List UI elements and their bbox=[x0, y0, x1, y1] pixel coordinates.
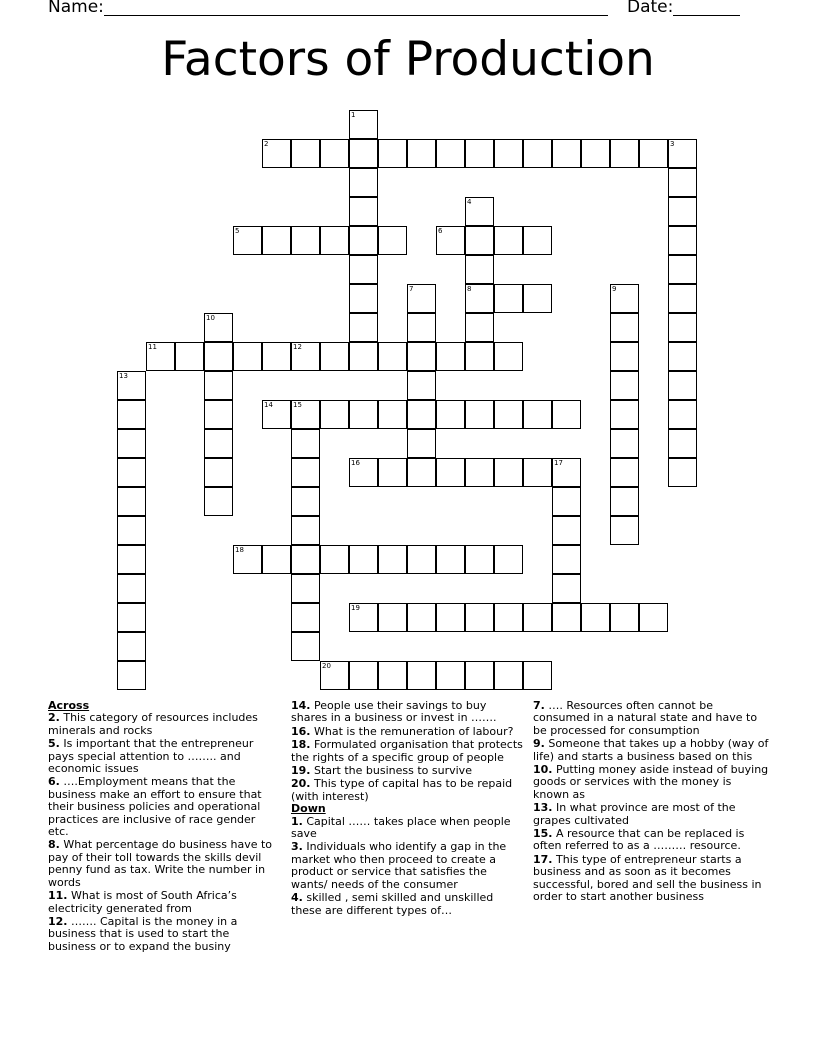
grid-cell[interactable] bbox=[552, 516, 581, 545]
clue-number: 19 bbox=[351, 604, 360, 612]
grid-cell[interactable] bbox=[204, 429, 233, 458]
grid-cell[interactable] bbox=[378, 661, 407, 690]
clue-across-18: 18. Formulated organisation that protects the rights of a specific group of people bbox=[291, 738, 523, 764]
grid-cell[interactable] bbox=[610, 313, 639, 342]
grid-cell[interactable] bbox=[117, 545, 146, 574]
grid-cell[interactable] bbox=[117, 458, 146, 487]
clue-down-3: 3. Individuals who identify a gap in the market who then proceed to create a product or service that satisfies the wants/ needs of the consumer bbox=[291, 840, 507, 891]
clue-across-16: 16. What is the remuneration of labour? bbox=[291, 724, 514, 738]
grid-cell[interactable] bbox=[378, 400, 407, 429]
grid-cell[interactable] bbox=[436, 661, 465, 690]
grid-cell[interactable] bbox=[117, 603, 146, 632]
grid-cell[interactable] bbox=[378, 342, 407, 371]
grid-cell[interactable] bbox=[494, 545, 523, 574]
clue-number: 16 bbox=[351, 459, 360, 467]
grid-cell[interactable] bbox=[610, 342, 639, 371]
grid-cell[interactable] bbox=[320, 226, 349, 255]
grid-cell[interactable] bbox=[465, 342, 494, 371]
grid-cell[interactable] bbox=[436, 458, 465, 487]
grid-cell[interactable] bbox=[349, 255, 378, 284]
grid-cell[interactable] bbox=[262, 226, 291, 255]
grid-cell[interactable] bbox=[668, 197, 697, 226]
clue-down-9: 9. Someone that takes up a hobby (way of life) and starts a business based on this bbox=[533, 737, 769, 763]
grid-cell[interactable] bbox=[523, 139, 552, 168]
grid-cell[interactable] bbox=[204, 342, 233, 371]
grid-cell[interactable] bbox=[465, 313, 494, 342]
grid-cell[interactable] bbox=[117, 632, 146, 661]
clue-number: 6 bbox=[438, 227, 443, 235]
clue-down-13: 13. In what province are most of the grapes cultivated bbox=[533, 801, 736, 827]
grid-cell[interactable] bbox=[523, 458, 552, 487]
grid-cell[interactable] bbox=[494, 458, 523, 487]
grid-cell[interactable] bbox=[436, 545, 465, 574]
grid-cell[interactable] bbox=[349, 139, 378, 168]
clue-across-12: 12. ……. Capital is the money in a business that is used to start the business or to expand the businy bbox=[48, 914, 238, 953]
grid-cell[interactable] bbox=[204, 371, 233, 400]
grid-cell[interactable] bbox=[204, 458, 233, 487]
clue-number: 18 bbox=[235, 546, 244, 554]
grid-cell[interactable] bbox=[117, 661, 146, 690]
grid-cell[interactable] bbox=[494, 400, 523, 429]
grid-cell[interactable] bbox=[494, 139, 523, 168]
clue-down-7: 7. …. Resources often cannot be consumed in a natural state and have to be processed for consumption bbox=[533, 699, 758, 737]
grid-cell[interactable] bbox=[610, 371, 639, 400]
clue-across-8: 8. What percentage do business have to pay of their toll towards the skills devil penny fund as tax. Write the number in words bbox=[48, 838, 273, 889]
clue-number: 11 bbox=[148, 343, 157, 351]
clue-number: 10 bbox=[206, 314, 215, 322]
grid-cell[interactable] bbox=[523, 603, 552, 632]
grid-cell[interactable] bbox=[349, 197, 378, 226]
grid-cell[interactable] bbox=[610, 516, 639, 545]
clue-number: 1 bbox=[351, 111, 356, 119]
grid-cell[interactable] bbox=[610, 139, 639, 168]
grid-cell[interactable] bbox=[494, 661, 523, 690]
grid-cell[interactable] bbox=[349, 313, 378, 342]
grid-cell[interactable] bbox=[349, 545, 378, 574]
grid-cell[interactable] bbox=[436, 603, 465, 632]
grid-cell[interactable] bbox=[204, 487, 233, 516]
grid-cell[interactable] bbox=[291, 603, 320, 632]
clue-number: 14 bbox=[264, 401, 273, 409]
grid-cell[interactable] bbox=[349, 284, 378, 313]
grid-cell[interactable] bbox=[117, 516, 146, 545]
grid-cell[interactable] bbox=[494, 226, 523, 255]
clue-down-17: 17. This type of entrepreneur starts a business and as soon as it becomes successful, bored and sell the business in order to start another business bbox=[533, 852, 762, 904]
grid-cell[interactable] bbox=[291, 458, 320, 487]
grid-cell[interactable] bbox=[291, 632, 320, 661]
grid-cell[interactable] bbox=[291, 429, 320, 458]
grid-cell[interactable] bbox=[465, 255, 494, 284]
grid-cell[interactable] bbox=[117, 487, 146, 516]
grid-cell[interactable] bbox=[117, 574, 146, 603]
clue-across-2: 2. This category of resources includes minerals and rocks bbox=[48, 711, 258, 737]
grid-cell[interactable] bbox=[407, 371, 436, 400]
grid-cell[interactable] bbox=[407, 545, 436, 574]
grid-cell[interactable] bbox=[465, 545, 494, 574]
grid-cell[interactable] bbox=[349, 661, 378, 690]
grid-cell[interactable] bbox=[668, 168, 697, 197]
grid-cell[interactable] bbox=[117, 429, 146, 458]
grid-cell[interactable] bbox=[668, 226, 697, 255]
grid-cell[interactable] bbox=[668, 313, 697, 342]
grid-cell[interactable] bbox=[349, 168, 378, 197]
grid-cell[interactable] bbox=[291, 516, 320, 545]
grid-cell[interactable] bbox=[552, 139, 581, 168]
grid-cell[interactable] bbox=[436, 342, 465, 371]
grid-cell[interactable] bbox=[668, 458, 697, 487]
clue-number: 15 bbox=[293, 401, 302, 409]
grid-cell[interactable] bbox=[465, 458, 494, 487]
grid-cell[interactable] bbox=[552, 400, 581, 429]
grid-cell[interactable] bbox=[668, 371, 697, 400]
grid-cell[interactable] bbox=[523, 661, 552, 690]
grid-cell[interactable] bbox=[581, 139, 610, 168]
grid-cell[interactable] bbox=[349, 226, 378, 255]
grid-cell[interactable] bbox=[233, 342, 262, 371]
across-heading: Across bbox=[48, 699, 90, 712]
grid-cell[interactable] bbox=[262, 545, 291, 574]
grid-cell[interactable] bbox=[320, 400, 349, 429]
clue-number: 2 bbox=[264, 140, 269, 148]
clue-number: 20 bbox=[322, 662, 331, 670]
clue-across-20: 20. This type of capital has to be repaid (with interest) bbox=[291, 777, 513, 803]
grid-cell[interactable] bbox=[349, 342, 378, 371]
clue-number: 17 bbox=[554, 459, 563, 467]
grid-cell[interactable] bbox=[494, 284, 523, 313]
grid-cell[interactable] bbox=[552, 574, 581, 603]
clues-column-2 bbox=[291, 700, 523, 917]
grid-cell[interactable] bbox=[465, 661, 494, 690]
grid-cell[interactable] bbox=[407, 458, 436, 487]
clue-across-11: 11. What is most of South Africa’s electricity generated from bbox=[48, 889, 237, 915]
grid-cell[interactable] bbox=[407, 661, 436, 690]
clue-number: 4 bbox=[467, 198, 472, 206]
clue-across-19: 19. Start the business to survive bbox=[291, 764, 472, 778]
grid-cell[interactable] bbox=[465, 139, 494, 168]
grid-cell[interactable] bbox=[291, 139, 320, 168]
grid-cell[interactable] bbox=[204, 400, 233, 429]
grid-cell[interactable] bbox=[407, 400, 436, 429]
grid-cell[interactable] bbox=[320, 139, 349, 168]
clue-down-10: 10. Putting money aside instead of buying goods or services with the money is known as bbox=[533, 763, 769, 801]
grid-cell[interactable] bbox=[291, 574, 320, 603]
grid-cell[interactable] bbox=[465, 226, 494, 255]
grid-cell[interactable] bbox=[320, 342, 349, 371]
clue-number: 5 bbox=[235, 227, 240, 235]
grid-cell[interactable] bbox=[465, 603, 494, 632]
grid-cell[interactable] bbox=[291, 226, 320, 255]
grid-cell[interactable] bbox=[668, 400, 697, 429]
grid-cell[interactable] bbox=[668, 342, 697, 371]
grid-cell[interactable] bbox=[639, 139, 668, 168]
grid-cell[interactable] bbox=[378, 139, 407, 168]
clue-number: 7 bbox=[409, 285, 414, 293]
grid-cell[interactable] bbox=[552, 487, 581, 516]
name-label: Name: bbox=[48, 0, 104, 17]
grid-cell[interactable] bbox=[610, 603, 639, 632]
clue-number: 13 bbox=[119, 372, 128, 380]
grid-cell[interactable] bbox=[639, 603, 668, 632]
grid-cell[interactable] bbox=[291, 545, 320, 574]
grid-cell[interactable] bbox=[407, 603, 436, 632]
grid-cell[interactable] bbox=[378, 545, 407, 574]
grid-cell[interactable] bbox=[378, 226, 407, 255]
grid-cell[interactable] bbox=[378, 603, 407, 632]
clue-down-4: 4. skilled , semi skilled and unskilled these are different types of… bbox=[291, 891, 494, 917]
grid-cell[interactable] bbox=[523, 284, 552, 313]
grid-cell[interactable] bbox=[320, 545, 349, 574]
grid-cell[interactable] bbox=[436, 139, 465, 168]
clue-number: 3 bbox=[670, 140, 675, 148]
clue-down-15: 15. A resource that can be replaced is often referred to as a ……… resource. bbox=[533, 827, 745, 853]
grid-cell[interactable] bbox=[262, 342, 291, 371]
grid-cell[interactable] bbox=[407, 342, 436, 371]
grid-cell[interactable] bbox=[668, 255, 697, 284]
date-label: Date: bbox=[627, 0, 674, 17]
clue-down-1: 1. Capital …… takes place when people save bbox=[291, 814, 511, 841]
grid-cell[interactable] bbox=[552, 545, 581, 574]
grid-cell[interactable] bbox=[175, 342, 204, 371]
clues-column-3 bbox=[533, 700, 769, 904]
grid-cell[interactable] bbox=[610, 429, 639, 458]
grid-cell[interactable] bbox=[523, 226, 552, 255]
grid-cell[interactable] bbox=[407, 313, 436, 342]
grid-cell[interactable] bbox=[117, 400, 146, 429]
grid-cell[interactable] bbox=[581, 603, 610, 632]
clue-number: 8 bbox=[467, 285, 472, 293]
grid-cell[interactable] bbox=[494, 603, 523, 632]
grid-cell[interactable] bbox=[407, 139, 436, 168]
clue-across-5: 5. Is important that the entrepreneur pays special attention to …….. and economic issues bbox=[48, 737, 254, 776]
grid-cell[interactable] bbox=[465, 400, 494, 429]
grid-cell[interactable] bbox=[610, 400, 639, 429]
grid-cell[interactable] bbox=[494, 342, 523, 371]
grid-cell[interactable] bbox=[349, 400, 378, 429]
grid-cell[interactable] bbox=[291, 487, 320, 516]
grid-cell[interactable] bbox=[610, 487, 639, 516]
grid-cell[interactable] bbox=[668, 429, 697, 458]
grid-cell[interactable] bbox=[523, 400, 552, 429]
clue-across-6: 6. ….Employment means that the business make an effort to ensure that their business policies and operational practices are inclusive of race gender etc. bbox=[48, 775, 262, 839]
clue-number: 9 bbox=[612, 285, 617, 293]
clue-number: 12 bbox=[293, 343, 302, 351]
clues-column-1 bbox=[48, 700, 274, 953]
clue-across-14: 14. People use their savings to buy shares in a business or invest in ……. bbox=[291, 699, 497, 725]
grid-cell[interactable] bbox=[552, 603, 581, 632]
page-title: Factors of Production bbox=[161, 32, 655, 87]
grid-cell[interactable] bbox=[436, 400, 465, 429]
grid-cell[interactable] bbox=[668, 284, 697, 313]
down-heading: Down bbox=[291, 802, 326, 816]
grid-cell[interactable] bbox=[610, 458, 639, 487]
grid-cell[interactable] bbox=[378, 458, 407, 487]
grid-cell[interactable] bbox=[407, 429, 436, 458]
